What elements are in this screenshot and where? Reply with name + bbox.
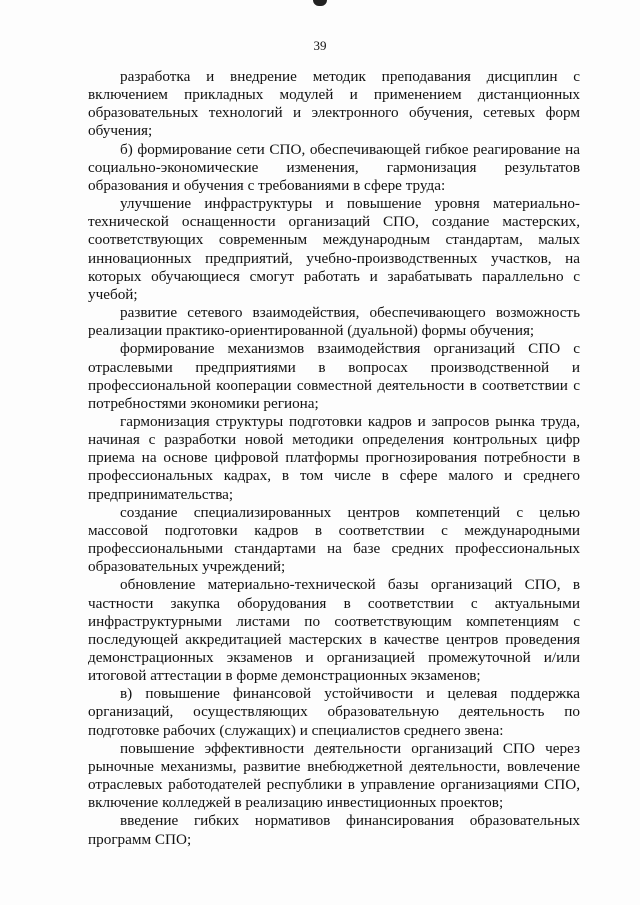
paragraph-material-base-update: обновление материально-технической базы организаций СПО, в частности закупка оборудования в соответствии с актуальными инфраструктурными листами по соответствующим компетенциям с последующей аккредитацией мастерских в качестве центров проведения демонстрационных экзаменов и организацией промежуточной и/или итоговой аттестации в форме демонстрационных экзаменов; <box>88 576 580 685</box>
paragraph-flexible-funding: введение гибких нормативов финансирования образовательных программ СПО; <box>88 812 580 848</box>
paragraph-competence-centers: создание специализированных центров компетенций с целью массовой подготовки кадров в соответствии с международными профессиональными стандартами на базе средних профессиональных образовательных учреждений; <box>88 503 580 576</box>
paragraph-section-b-network: б) формирование сети СПО, обеспечивающей гибкое реагирование на социально-экономические изменения, гармонизация результатов образования и обучения с требованиями в сфере труда: <box>88 140 580 194</box>
paragraph-infrastructure: улучшение инфраструктуры и повышение уровня материально-технической оснащенности организаций СПО, создание мастерских, соответствующих современным международным стандартам, малых инновационных предприятий, учебно-производственных участков, на которых обучающиеся смогут работать и зарабатывать параллельно с учебой; <box>88 195 580 303</box>
paragraph-efficiency-increase: повышение эффективности деятельности организаций СПО через рыночные механизмы, развитие внебюджетной деятельности, вовлечение отраслевых работодателей республики в управление организациями СПО, включение колледжей в реализацию инвестиционных проектов; <box>88 739 580 812</box>
paragraph-section-c-financial: в) повышение финансовой устойчивости и целевая поддержка организаций, осуществляющих образовательную деятельность по подготовке рабочих (служащих) и специалистов среднего звена: <box>88 685 580 739</box>
page-number: 39 <box>313 38 327 53</box>
paragraph-interaction-mechanisms: формирование механизмов взаимодействия организаций СПО с отраслевыми предприятиями в вопросах производственной и профессиональной кооперации совместной деятельности в соответствии с потребностями экономики региона; <box>88 340 580 412</box>
paragraph-network-cooperation: развитие сетевого взаимодействия, обеспечивающего возможность реализации практико-ориентированной (дуальной) формы обучения; <box>88 304 580 340</box>
binding-mark <box>313 0 327 6</box>
document-body <box>88 68 580 849</box>
paragraph-labor-market-harmonization: гармонизация структуры подготовки кадров и запросов рынка труда, начиная с разработки новой методики определения контрольных цифр приема на основе цифровой платформы прогнозирования потребности в профессиональных кадрах, в том числе в сфере малого и среднего предпринимательства; <box>88 412 580 503</box>
paragraph-methods-development: разработка и внедрение методик преподавания дисциплин с включением прикладных модулей и применением дистанционных образовательных технологий и электронного обучения, сетевых форм обучения; <box>88 68 580 140</box>
